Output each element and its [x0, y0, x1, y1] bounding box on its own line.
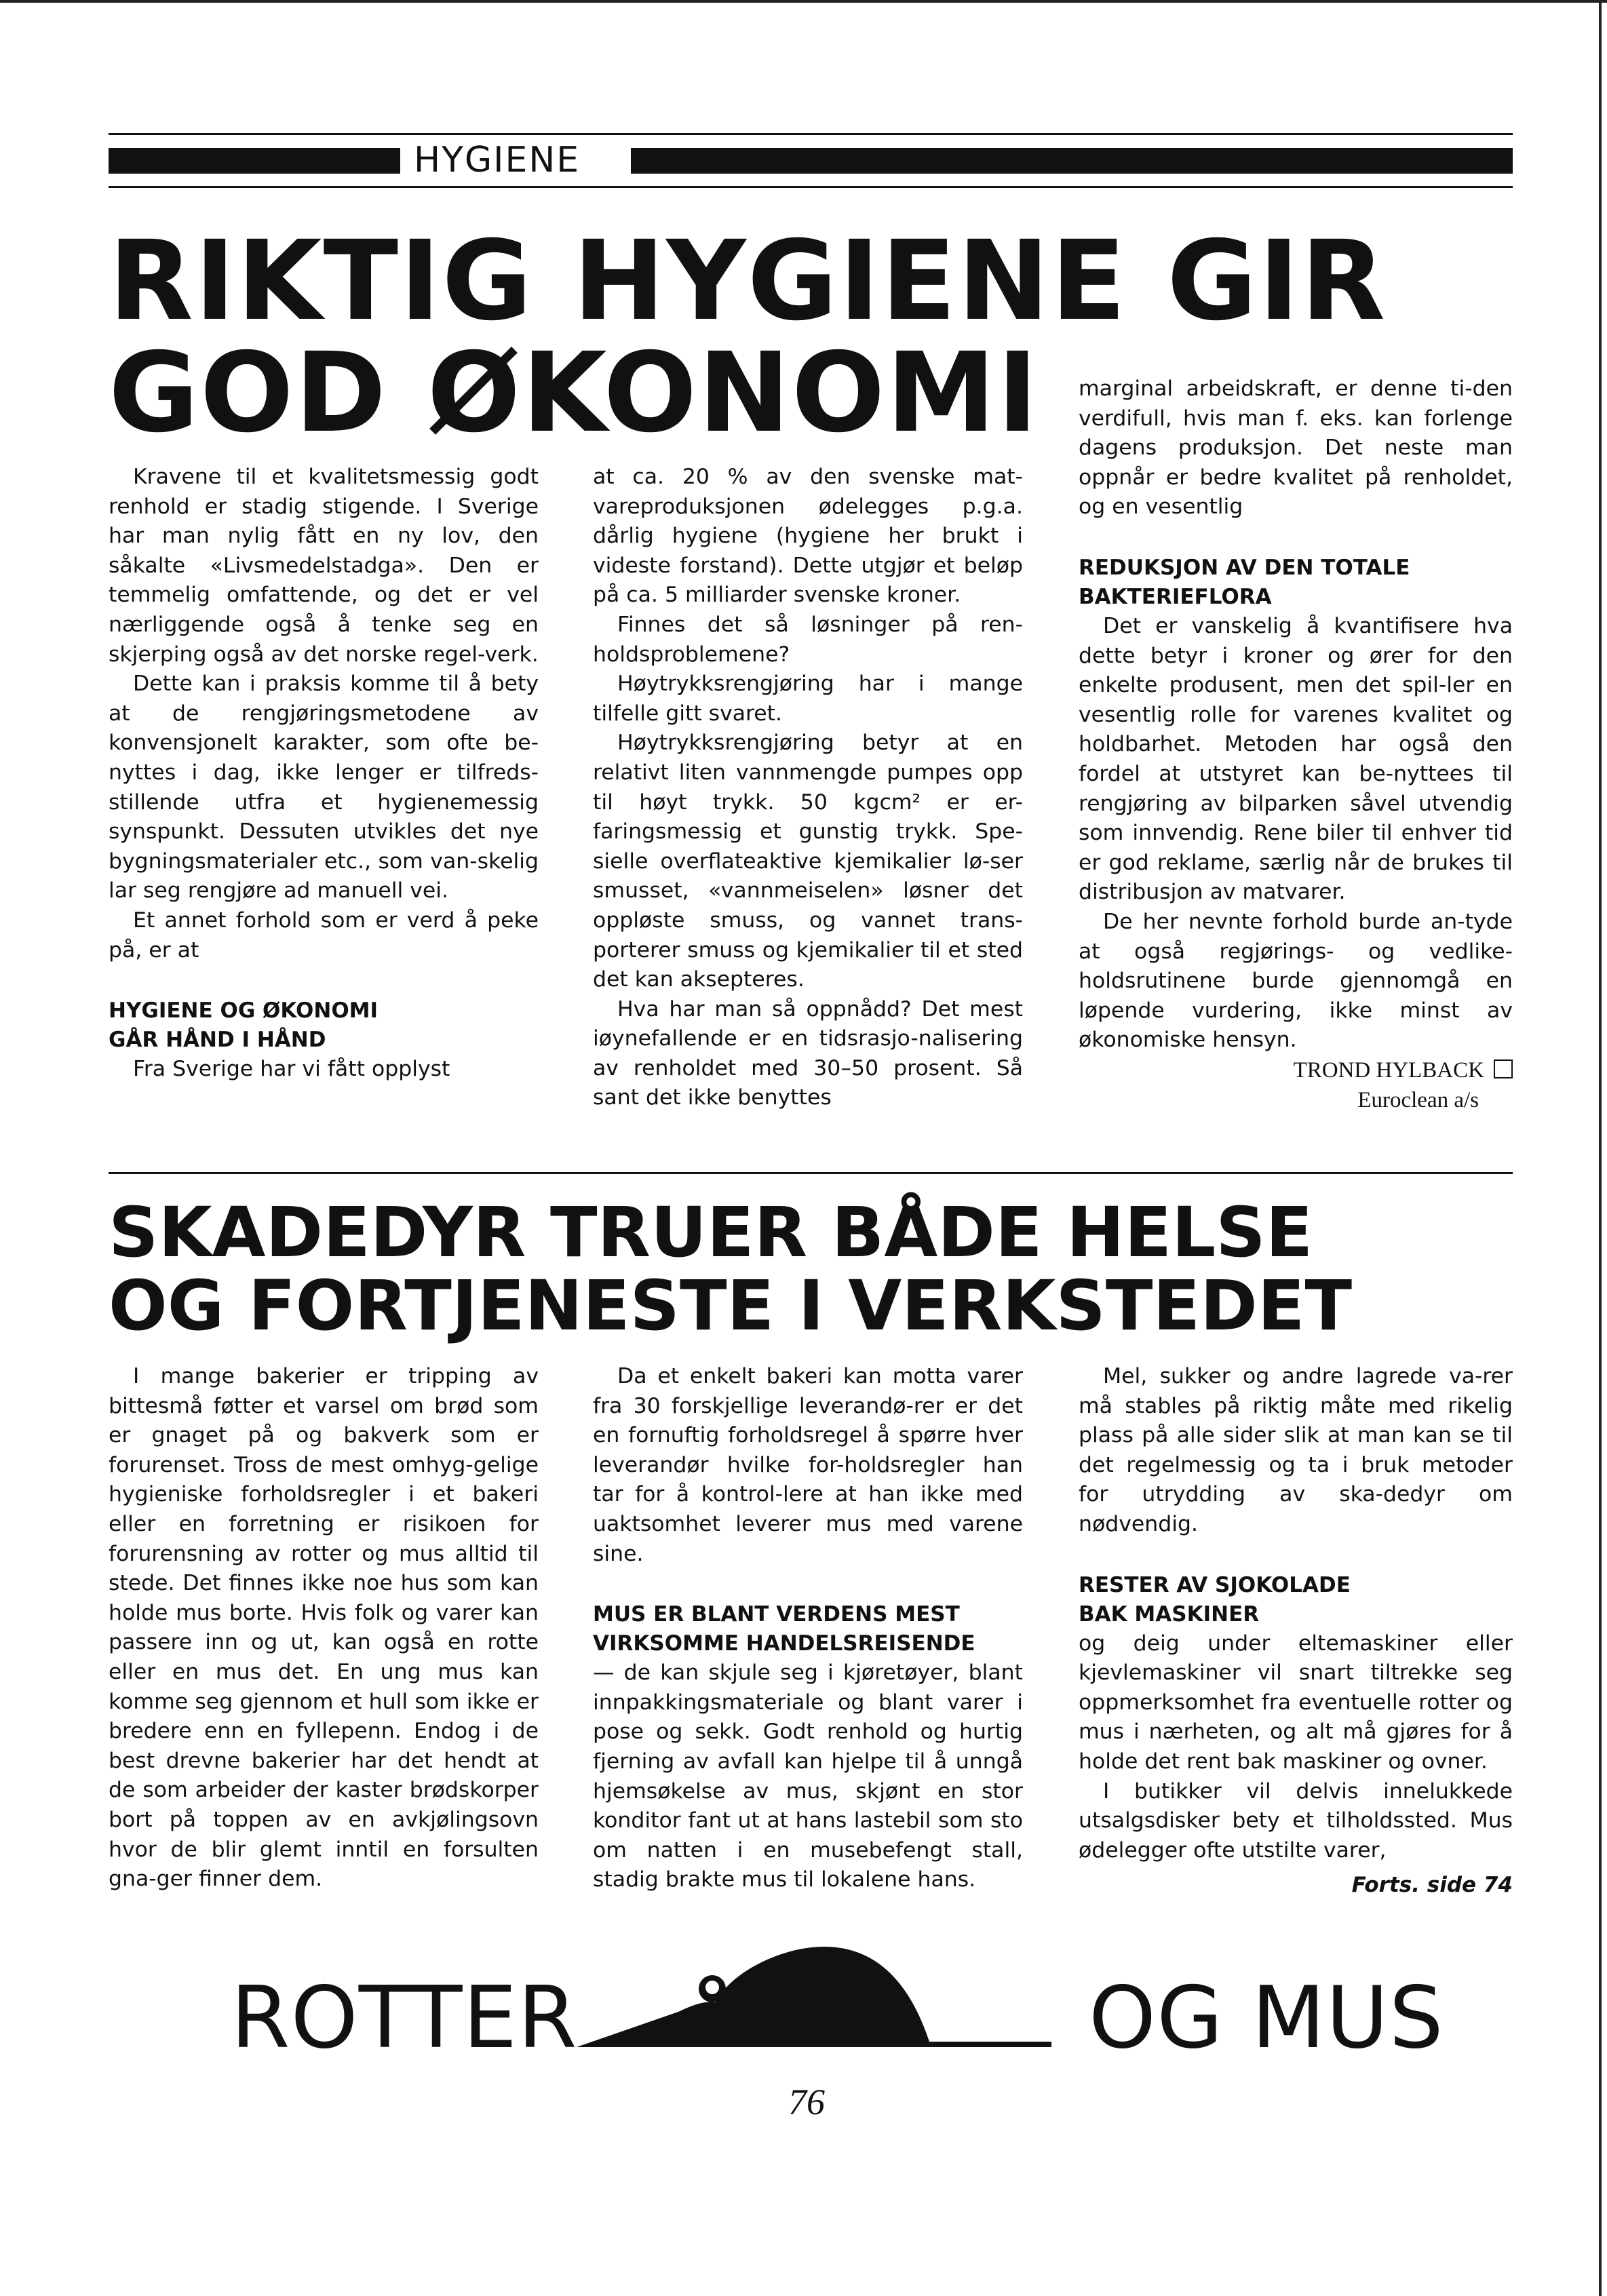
article2-column-2 — [593, 1362, 1023, 1895]
paragraph: I butikker vil delvis innelukkede utsalgsdisker bety et tilholdssted. Mus ødelegger ofte utstilte varer, — [1079, 1778, 1513, 1863]
paragraph: Høytrykksrengjøring har i mange tilfelle gitt svaret. — [593, 672, 1023, 726]
paragraph: at ca. 20 % av den svenske mat-vareproduksjonen ødelegges p.g.a. dårlig hygiene (hygiene her brukt i videste forstand). Dette utgjør et beløp på ca. 5 milliarder svenske kroner. — [593, 465, 1023, 608]
paragraph: Kravene til et kvalitetsmessig godt renhold er stadig stigende. I Sverige har man nylig fått en ny lov, den såkalte «Livsmedelstadga». Den er temmelig omfattende, og det er vel nærliggende også å tenke seg en skjerping også av det norske regel-verk. — [109, 465, 539, 667]
banner-rule-bottom — [109, 186, 1513, 188]
article-separator — [109, 1172, 1513, 1174]
end-box-icon — [1494, 1059, 1513, 1078]
paragraph: Da et enkelt bakeri kan motta varer fra 30 forskjellige leverandø-rer er det en fornuftig forholdsregel å spørre hver leverandør hvilke for-holdsregler han tar for å kontrol-lere at han ikke med uaktsomhet leverer mus med varene sine. — [593, 1364, 1023, 1566]
banner-bar-right — [631, 148, 1513, 174]
article1-headline-line1: RIKTIG HYGIENE GIR — [109, 218, 1387, 345]
paragraph: marginal arbeidskraft, er denne ti-den verdifull, hvis man f. eks. kan forlenge dagens produksjon. Det neste man oppnår er bedre kvalitet på renholdet, og en vesentlig — [1079, 376, 1513, 520]
paragraph: Dette kan i praksis komme til å bety at de rengjøringsmetodene av konvensjonelt karakter, som ofte be-nyttes i dag, ikke lenger er tilfreds-stillende utfra et hygienemessig synspunkt. Dessuten utvikles det nye bygningsmaterialer etc., som van-skelig lar seg rengjøre ad manuell vei. — [109, 672, 539, 903]
paragraph: Et annet forhold som er verd å peke på, er at — [109, 908, 539, 962]
paragraph: — de kan skjule seg i kjøretøyer, blant innpakkingsmateriale og blant varer i pose og sekk. Godt renhold og hurtig fjerning av avfall kan hjelpe til å unngå hjemsøkelse av mus, skjønt en stor konditor fant ut at hans lastebil som sto om natten i en musebefengt stall, stadig brakte mus til lokalene hans. — [593, 1660, 1023, 1892]
subheading — [109, 996, 539, 1055]
banner-word-og-mus: OG MUS — [1089, 1968, 1444, 2067]
subheading-line: RESTER AV SJOKOLADE — [1079, 1572, 1351, 1597]
continued-note: Forts. side 74 — [1351, 1873, 1513, 1898]
article2-headline-line2: OG FORTJENESTE I VERKSTEDET — [109, 1266, 1353, 1346]
paragraph: Det er vanskelig å kvantifisere hva dette betyr i kroner og ører for den enkelte produsent, men det spil-ler en vesentlig rolle for varenes kvalitet og holdbarhet. Metoden har også den fordel at utstyret kan be-nyttees til rengjøring av bilparken såvel utvendig som innvendig. Rene biler til enhver tid er god reklame, særlig når de brukes til distribusjon av matvarer. — [1079, 613, 1513, 905]
subheading-line: BAK MASKINER — [1079, 1601, 1260, 1627]
subheading-line: GÅR HÅND I HÅND — [109, 1028, 326, 1053]
article2-column-3 — [1079, 1362, 1513, 1901]
article2-column-1 — [109, 1362, 539, 1894]
author-line — [1079, 1055, 1513, 1085]
paragraph: Høytrykksrengjøring betyr at en relativt liten vannmengde pumpes opp til høyt trykk. 50 kgcm² er er-faringsmessig et gunstig trykk. Spe-sielle overflateaktive kjemikalier lø-ser smusset, «vannmeiselen» løsner det oppløste smuss, og vannet trans-porterer smuss og kjemikalier til et sted det kan aksepteres. — [593, 731, 1023, 992]
paragraph: I mange bakerier er tripping av bittesmå føtter et varsel om brød som er gnaget på og bakverk som er forurenset. Tross de mest omhyg-gelige hygieniske forholdsregler i et bakeri eller en forretning er risikoen for forurensning av rotter og mus alltid til stede. Det finnes ikke noe hus som kan holde mus borte. Hvis folk og varer kan passere inn og ut, kan også en rotte eller en mus det. En ung mus kan komme seg gjennom et hull som ikke er bredere enn en fyllepenn. Endog i de best drevne bakerier har det hendt at de som arbeider der kaster brødskorper bort på toppen av en avkjølingsovn hvor de blir glemt inntil en forsulten gna-ger finner dem. — [109, 1364, 539, 1892]
page-number: 76 — [788, 2082, 825, 2122]
author-company: Euroclean a/s — [1357, 1087, 1479, 1112]
paragraph: og deig under eltemaskiner eller kjevlemaskiner vil snart tiltrekke seg oppmerksomhet fra eventuelle rotter og mus i nærheten, og alt må gjøres for å holde det rent bak maskiner og ovner. — [1079, 1631, 1513, 1774]
banner-rule-top — [109, 133, 1513, 135]
paragraph: Hva har man så oppnådd? Det mest iøynefallende er en tidsrasjo-nalisering av renholdet med 30–50 prosent. Så sant det ikke benyttes — [593, 996, 1023, 1110]
page-border-top — [0, 0, 1607, 3]
subheading — [1079, 1571, 1513, 1629]
article1-column-2 — [593, 463, 1023, 1113]
article1-headline-line2: GOD ØKONOMI — [109, 330, 1040, 457]
paragraph: Mel, sukker og andre lagrede va-rer må stables på riktig måte med rikelig plass på alle sider slik at man kan se til det regelmessig og ta i bruk metoder for utrydding av ska-dedyr om nødvendig. — [1079, 1364, 1513, 1536]
article1-column-1 — [109, 463, 539, 1085]
banner-bar-left — [109, 148, 400, 174]
article1-column-3 — [1079, 374, 1513, 1115]
mouse-silhouette-icon — [577, 1947, 1051, 2048]
section-label: HYGIENE — [414, 140, 581, 180]
subheading — [1079, 553, 1513, 612]
subheading-line: MUS ER BLANT VERDENS MEST — [593, 1602, 960, 1627]
paragraph: De her nevnte forhold burde an-tyde at også regjørings- og vedlike-holdsrutinene burde gjennomgå en løpende vurdering, ikke minst av økonomiske hensyn. — [1079, 909, 1513, 1053]
paragraph: Finnes det så løsninger på ren-holdsproblemene? — [593, 612, 1023, 667]
author-name: TROND HYLBACK — [1293, 1057, 1484, 1083]
subheading-line: REDUKSJON AV DEN TOTALE — [1079, 555, 1410, 580]
article2-headline-line1: SKADEDYR TRUER BÅDE HELSE — [109, 1192, 1313, 1273]
subheading-line: BAKTERIEFLORA — [1079, 584, 1272, 609]
subheading-line: HYGIENE OG ØKONOMI — [109, 998, 379, 1024]
banner-word-rotter: ROTTER — [231, 1968, 578, 2067]
subheading-line: VIRKSOMME HANDELSREISENDE — [593, 1631, 975, 1656]
subheading — [593, 1600, 1023, 1658]
paragraph: Fra Sverige har vi fått opplyst — [133, 1057, 450, 1082]
page-border-right — [1599, 0, 1602, 2296]
